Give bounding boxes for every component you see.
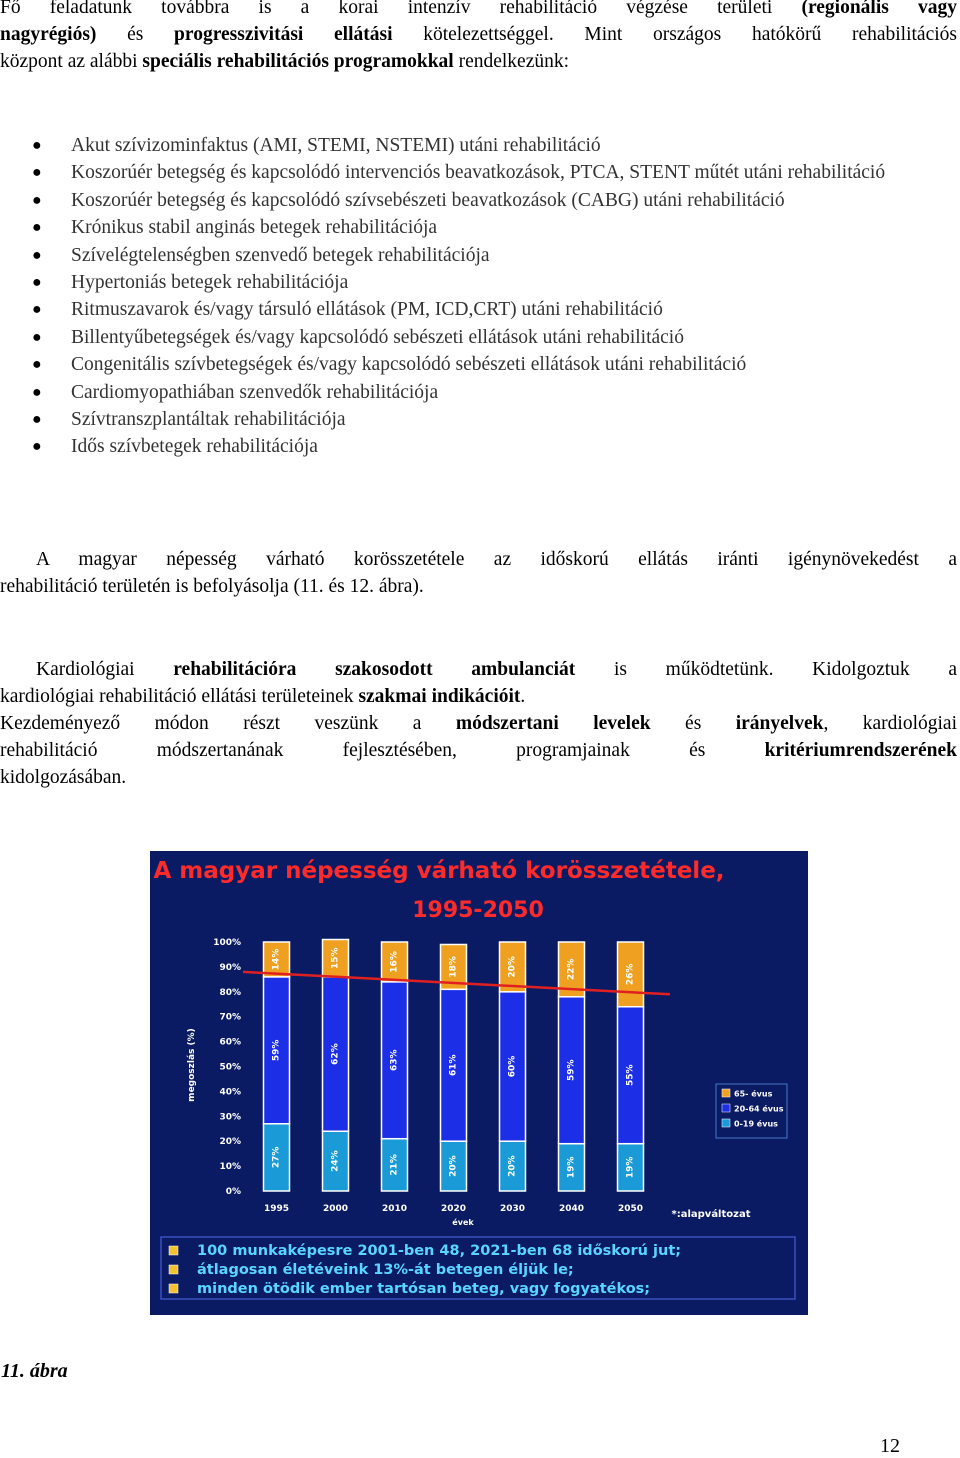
data-label: 62%	[330, 1043, 341, 1065]
legend-label: 0-19 évus	[734, 1119, 778, 1129]
list-item: ● Akut szívizominfaktus (AMI, STEMI, NSTEMI) utáni rehabilitáció	[0, 132, 960, 159]
list-item: ● Congenitális szívbetegségek és/vagy kapcsolódó sebészeti ellátások utáni rehabilitáció	[0, 351, 960, 378]
y-tick-label: 90%	[219, 962, 241, 973]
intro-bold: (regionális vagy	[801, 0, 957, 18]
data-label: 59%	[566, 1059, 577, 1082]
data-label: 18%	[448, 956, 459, 978]
intro-text: rendelkezünk:	[453, 51, 570, 72]
figure-bullet-text: átlagosan életéveink 13%-át betegen éljük le;	[197, 1262, 574, 1278]
square-bullet-icon	[169, 1284, 178, 1293]
data-label: 55%	[625, 1064, 636, 1086]
x-tick-label: 2030	[499, 1204, 526, 1214]
x-tick-label: 2040	[558, 1204, 585, 1214]
y-tick-label: 50%	[219, 1062, 241, 1073]
chart-title-line1: A magyar népesség várható korösszetétele,	[153, 858, 725, 884]
bullet-icon: ●	[32, 356, 42, 374]
bullet-icon: ●	[32, 274, 42, 292]
bullet-icon: ●	[32, 411, 42, 429]
y-tick-label: 100%	[213, 938, 241, 948]
y-tick-label: 60%	[219, 1037, 241, 1048]
data-label: 21%	[389, 1154, 400, 1176]
x-tick-label: 1995	[263, 1204, 290, 1214]
y-tick-label: 70%	[219, 1012, 241, 1023]
bullet-icon: ●	[32, 301, 42, 319]
list-item: ● Idős szívbetegek rehabilitációja	[0, 433, 960, 460]
data-label: 26%	[625, 963, 636, 986]
intro-text: kötelezettséggel. Mint országos hatókörű rehabilitációs	[392, 24, 957, 45]
data-label: 15%	[330, 947, 341, 969]
intro-paragraph	[0, 0, 957, 75]
bullet-icon: ●	[32, 328, 42, 346]
data-label: 16%	[389, 951, 400, 973]
bullet-icon: ●	[32, 438, 42, 456]
list-item: ● Hypertoniás betegek rehabilitációja	[0, 269, 960, 296]
square-bullet-icon	[169, 1246, 178, 1255]
square-bullet-icon	[169, 1265, 178, 1274]
list-item: ● Koszorúér betegség és kapcsolódó intervenciós beavatkozások, PTCA, STENT műtét utáni rehabilitáció	[0, 159, 960, 186]
data-label: 63%	[389, 1049, 400, 1072]
population-chart-figure	[150, 851, 808, 1315]
chart-note: *:alapváltozat	[671, 1209, 751, 1220]
ambulance-paragraph: Kardiológiai rehabilitációra szakosodott ambulanciát is működtetünk. Kidolgoztuk a kardiológiai rehabilitáció ellátási területeinek szakmai indikációit. Kezdeményező módon részt veszünk a módszertani levelek és irányelvek, kardiológiai rehabilitáció módszertanának fejlesztésében, programjainak és kritériumrendszerének kidolgozásában.	[0, 659, 957, 788]
data-label: 27%	[271, 1146, 282, 1169]
legend-label: 20-64 évus	[734, 1104, 784, 1114]
figure-bullet-text: 100 munkaképesre 2001-ben 48, 2021-ben 68 időskorú jut;	[197, 1243, 682, 1259]
program-list	[0, 132, 960, 461]
bullet-icon: ●	[32, 246, 42, 264]
list-item: ● Billentyűbetegségek és/vagy kapcsolódó sebészeti ellátások utáni rehabilitáció	[0, 324, 960, 351]
data-label: 20%	[507, 1155, 518, 1177]
data-label: 19%	[625, 1156, 636, 1179]
list-item: ● Szívtranszplantáltak rehabilitációja	[0, 406, 960, 433]
figure-bullet-text: minden ötödik ember tartósan beteg, vagy fogyatékos;	[197, 1281, 651, 1297]
demography-paragraph: A magyar népesség várható korösszetétele az időskorú ellátás iránti igénynövekedést a rehabilitáció területén is befolyásolja (11. és 12. ábra).	[0, 549, 957, 597]
data-label: 60%	[507, 1055, 518, 1078]
intro-text: Fő feladatunk továbbra is a korai intenzív rehabilitáció végzése területi	[0, 0, 802, 18]
x-tick-label: 2000	[322, 1204, 349, 1214]
y-tick-label: 10%	[219, 1162, 241, 1173]
list-item: ● Szívelégtelenségben szenvedő betegek rehabilitációja	[0, 242, 960, 269]
data-label: 14%	[271, 948, 282, 971]
data-label: 24%	[330, 1150, 341, 1172]
x-tick-label: 2050	[617, 1204, 644, 1214]
y-tick-label: 80%	[219, 987, 241, 998]
list-item: ● Krónikus stabil anginás betegek rehabilitációja	[0, 214, 960, 241]
bullet-icon: ●	[32, 219, 42, 237]
bullet-icon: ●	[32, 164, 42, 182]
intro-bold: speciális rehabilitációs programokkal	[142, 51, 454, 72]
data-label: 22%	[566, 958, 577, 981]
bullet-icon: ●	[32, 137, 42, 154]
list-item: ● Koszorúér betegség és kapcsolódó szívsebészeti beavatkozások (CABG) utáni rehabilitáció	[0, 187, 960, 214]
intro-text: és	[96, 24, 175, 45]
y-tick-label: 0%	[225, 1187, 241, 1197]
y-tick-label: 40%	[219, 1087, 241, 1098]
intro-bold: nagyrégiós)	[0, 24, 97, 45]
x-tick-label: 2010	[381, 1204, 408, 1214]
data-label: 19%	[566, 1156, 577, 1179]
legend-label: 65- évus	[734, 1089, 773, 1099]
intro-bold: progresszivitási ellátási	[174, 24, 393, 45]
y-axis-label: megoszlás (%)	[187, 1028, 197, 1102]
y-tick-label: 30%	[219, 1112, 241, 1123]
figure-caption: 11. ábra	[1, 1360, 68, 1382]
data-label: 59%	[271, 1039, 282, 1062]
page-number: 12	[880, 1435, 900, 1457]
chart-title-line2: 1995-2050	[412, 898, 544, 923]
x-tick-label: 2020	[440, 1204, 467, 1214]
x-axis-label: évek	[452, 1218, 474, 1227]
population-chart	[150, 851, 808, 1315]
legend-swatch	[722, 1119, 730, 1127]
bullet-icon: ●	[32, 191, 42, 209]
data-label: 61%	[448, 1054, 459, 1077]
data-label: 20%	[507, 956, 518, 978]
list-item: ● Ritmuszavarok és/vagy társuló ellátások (PM, ICD,CRT) utáni rehabilitáció	[0, 296, 960, 323]
data-label: 20%	[448, 1155, 459, 1177]
legend-swatch	[722, 1089, 730, 1097]
y-tick-label: 20%	[219, 1137, 241, 1148]
list-item: ● Cardiomyopathiában szenvedők rehabilitációja	[0, 379, 960, 406]
intro-text: központ az alábbi	[0, 51, 143, 72]
legend-swatch	[722, 1104, 730, 1112]
chart-legend	[716, 1084, 787, 1138]
bullet-icon: ●	[32, 383, 42, 401]
